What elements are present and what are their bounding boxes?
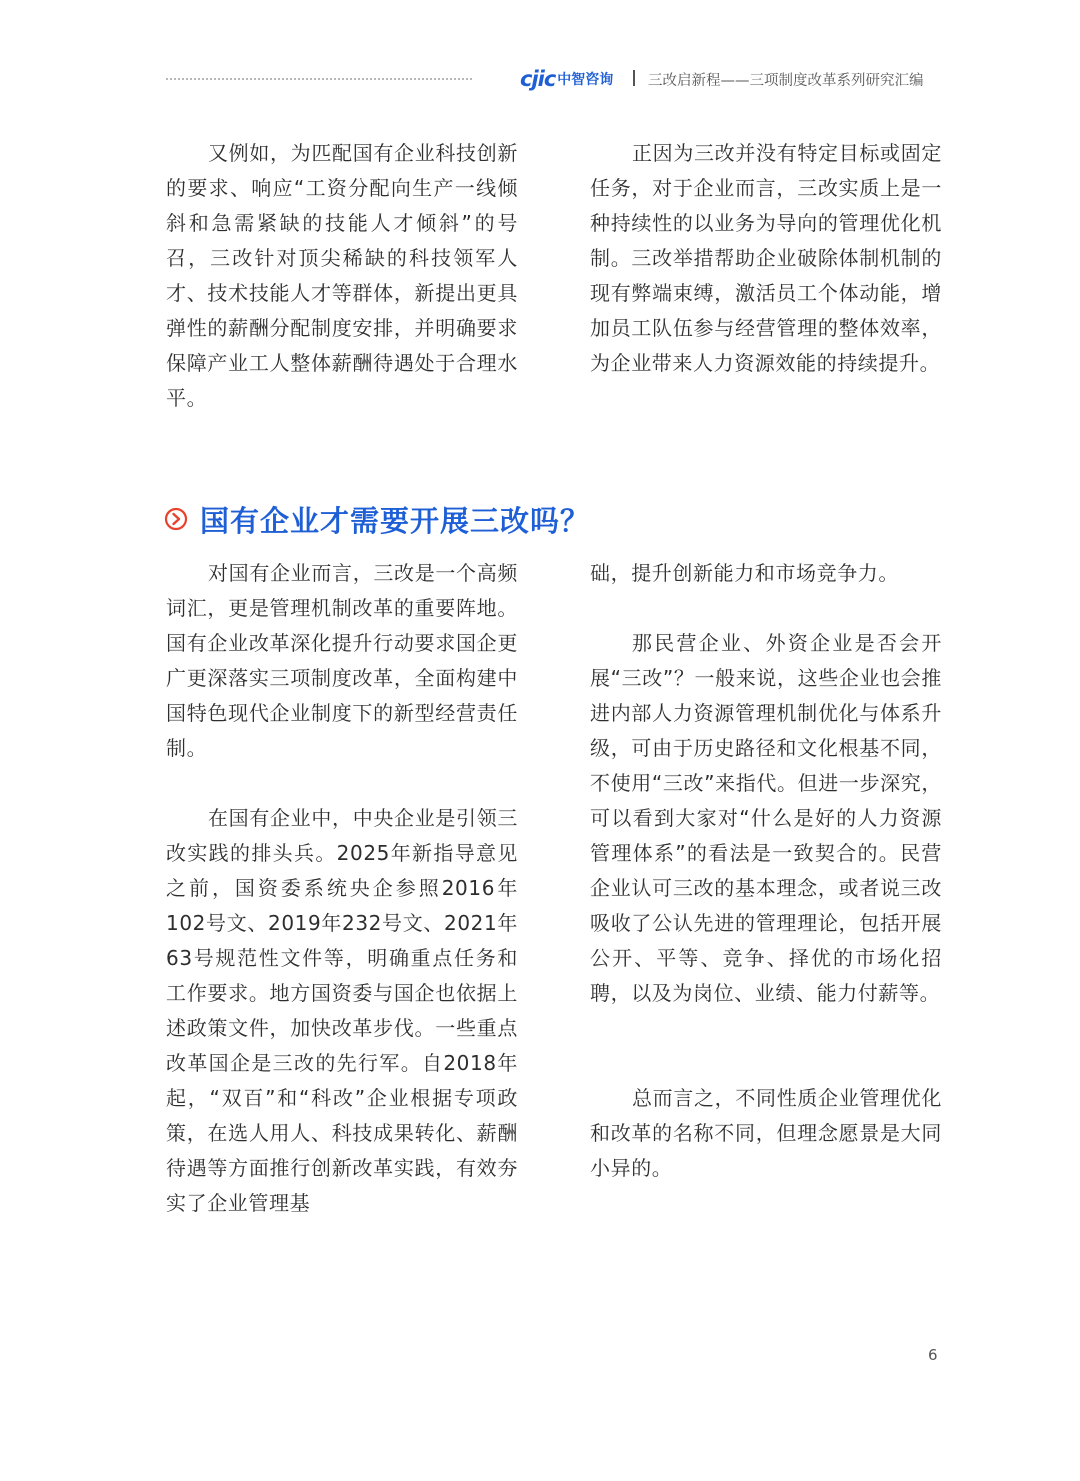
header-dotted-rule	[166, 78, 472, 80]
top-right-paragraph: 正因为三改并没有特定目标或固定任务，对于企业而言，三改实质上是一种持续性的以业务为导向的管理优化机制。三改举措帮助企业破除体制机制的现有弊端束缚，激活员工个体动能，增加员工队伍参与经营管理的整体效率，为企业带来人力资源效能的持续提升。	[590, 141, 942, 375]
section-heading	[164, 498, 590, 540]
section-right-paragraph-2: 那民营企业、外资企业是否会开展“三改”？一般来说，这些企业也会推进内部人力资源管理机制优化与体系升级，可由于历史路径和文化根基不同，不使用“三改”来指代。但进一步深究，可以看到大家对“什么是好的人力资源管理体系”的看法是一致契合的。民营企业认可三改的基本理念，或者说三改吸收了公认先进的管理理论，包括开展公开、平等、竞争、择优的市场化招聘，以及为岗位、业绩、能力付薪等。	[590, 631, 942, 1005]
page-number: 6	[928, 1346, 938, 1364]
header-separator	[633, 70, 635, 86]
logo-mark: cjic	[520, 67, 556, 91]
section-left-paragraph-1: 对国有企业而言，三改是一个高频词汇，更是管理机制改革的重要阵地。国有企业改革深化提升行动要求国企更广更深落实三项制度改革，全面构建中国特色现代企业制度下的新型经营责任制。	[166, 561, 518, 760]
logo-text: 中智咨询	[557, 72, 614, 88]
section-title: 国有企业才需要开展三改吗？	[200, 503, 591, 538]
top-left-paragraph: 又例如，为匹配国有企业科技创新的要求、响应“工资分配向生产一线倾斜和急需紧缺的技能人才倾斜”的号召，三改针对顶尖稀缺的科技领军人才、技术技能人才等群体，新提出更具弹性的薪酬分配制度安排，并明确要求保障产业工人整体薪酬待遇处于合理水平。	[166, 141, 518, 410]
header-title: 三改启新程——三项制度改革系列研究汇编	[648, 73, 924, 89]
cjic-logo	[520, 66, 613, 92]
section-right-paragraph-1: 础，提升创新能力和市场竞争力。	[590, 561, 899, 585]
section-left-paragraph-2: 在国有企业中，中央企业是引领三改实践的排头兵。2025年新指导意见之前，国资委系统央企参照2016年102号文、2019年232号文、2021年63号规范性文件等，明确重点任务和工作要求。地方国资委与国企也依据上述政策文件，加快改革步伐。一些重点改革国企是三改的先行军。自2018年起，“双百”和“科改”企业根据专项政策，在选人用人、科技成果转化、薪酬待遇等方面推行创新改革实践，有效夯实了企业管理基	[166, 806, 518, 1215]
chevron-circle-icon	[164, 507, 188, 531]
section-right-paragraph-3: 总而言之，不同性质企业管理优化和改革的名称不同，但理念愿景是大同小异的。	[590, 1086, 942, 1180]
